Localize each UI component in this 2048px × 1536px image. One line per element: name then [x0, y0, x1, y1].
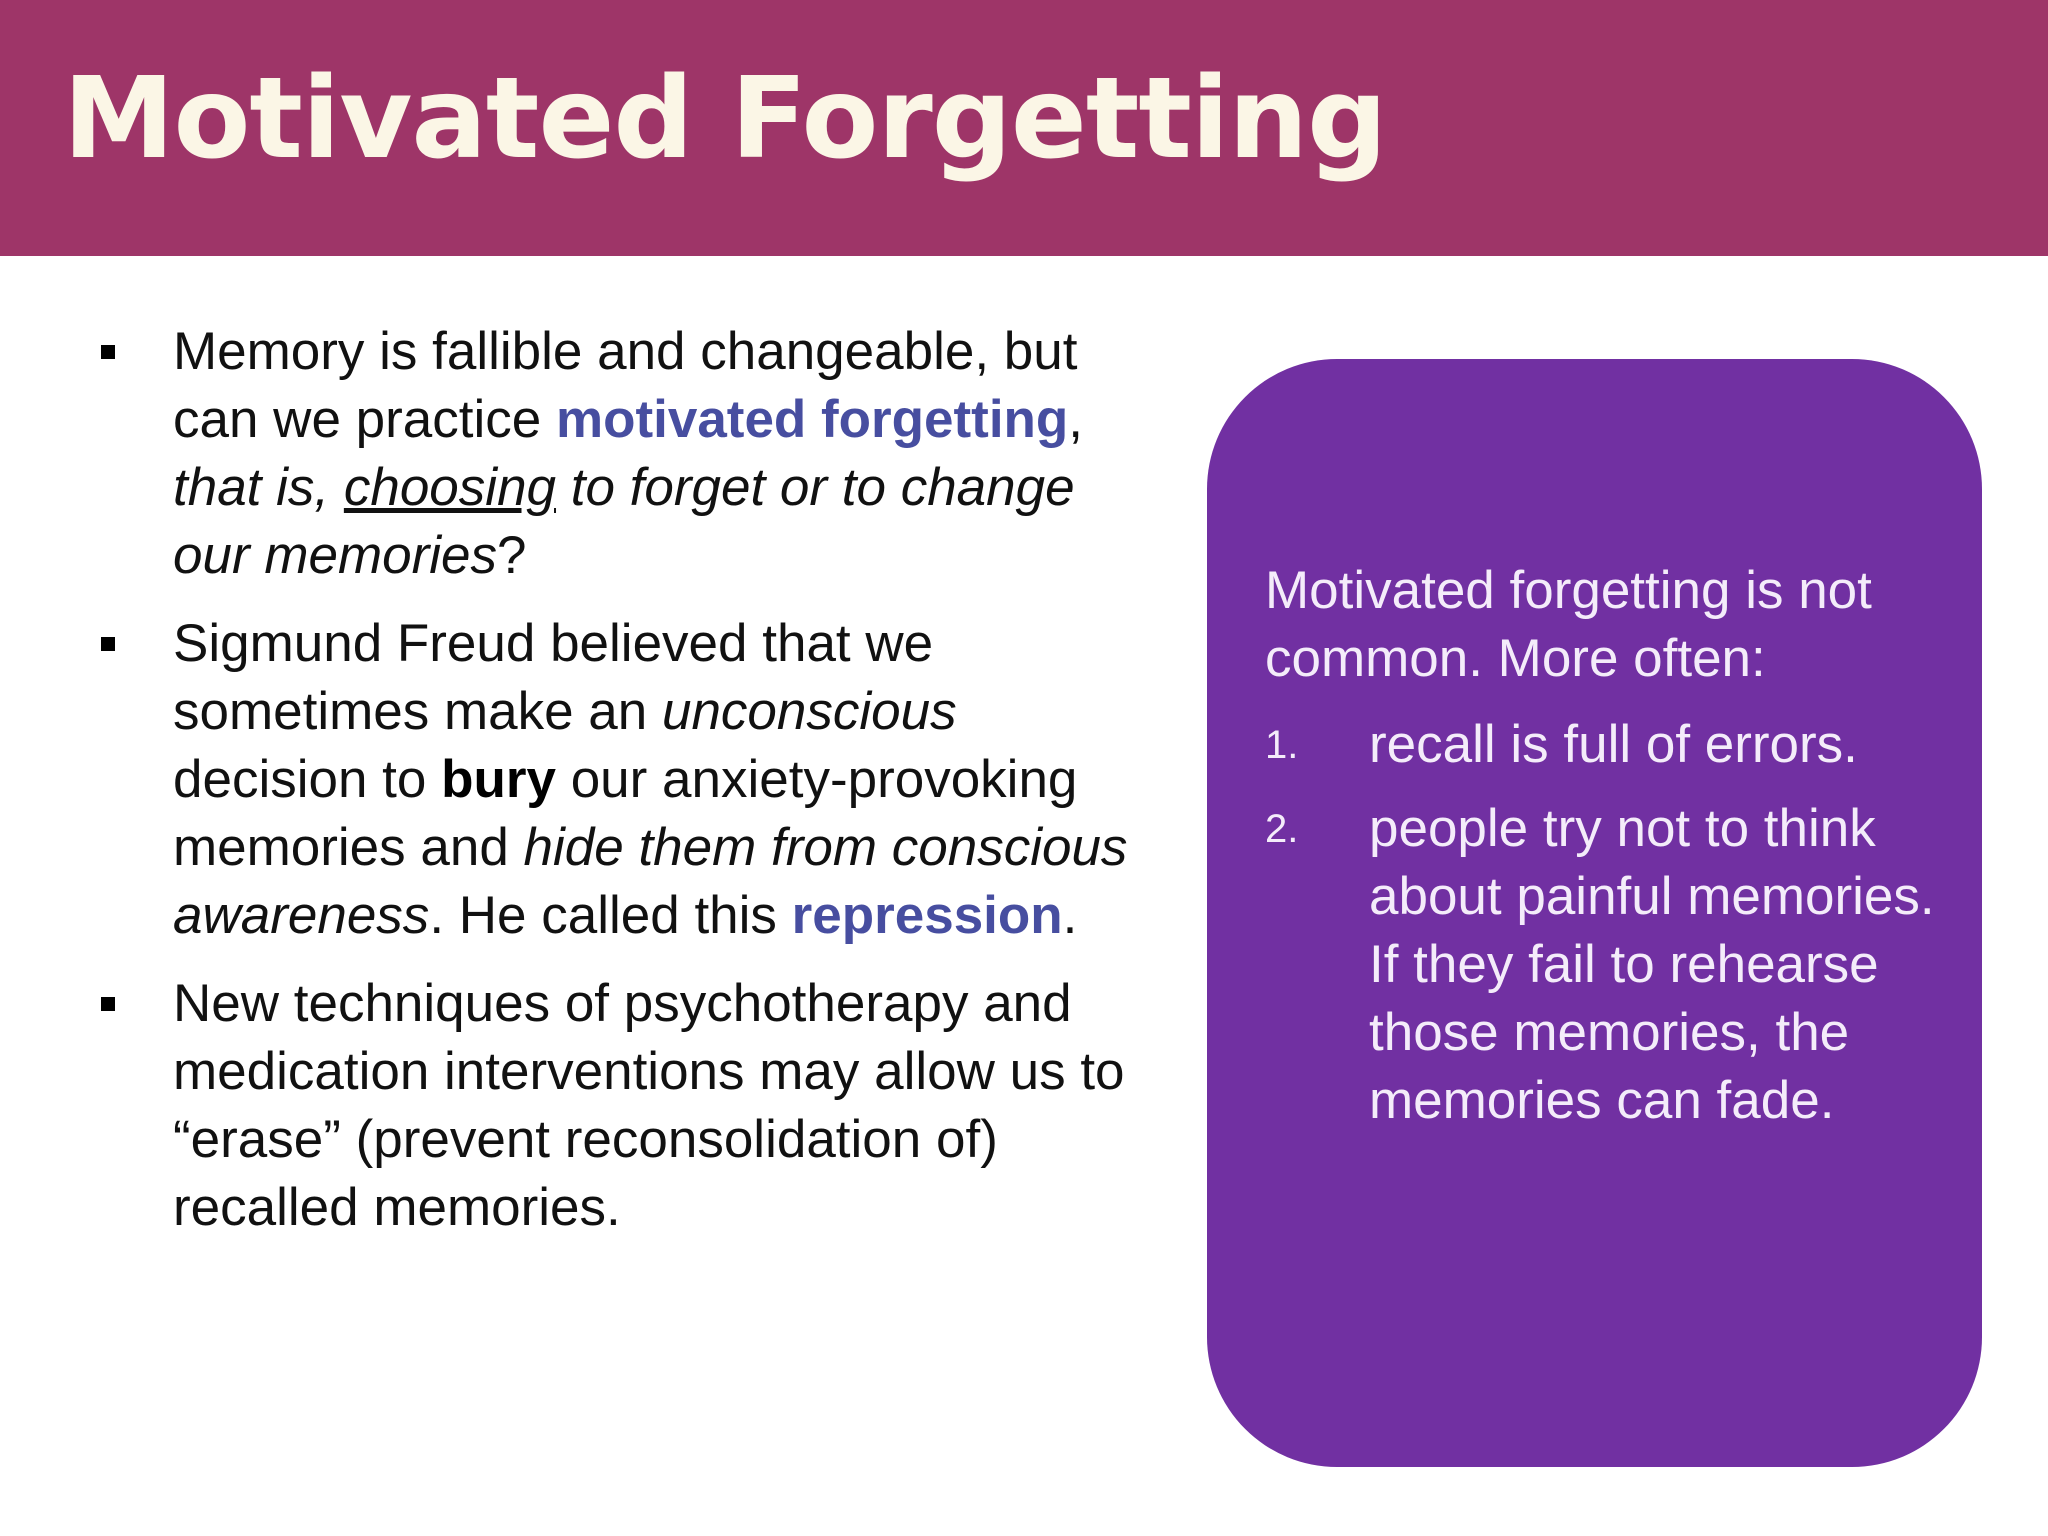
- term-repression: repression: [791, 886, 1063, 945]
- term-motivated-forgetting: motivated forgetting: [555, 390, 1069, 449]
- bullet-text: Memory is fallible and changeable, but can we practice: [173, 322, 1078, 449]
- bullet-text: New techniques of psychotherapy and medication interventions may allow us to “erase” (prevent reconsolidation of) recalled memories.: [173, 974, 1125, 1237]
- title-bar: [0, 0, 2048, 256]
- bullet-italic-text: to forget or to change our memories: [173, 458, 1075, 585]
- bullet-bold-text: bury: [441, 750, 556, 809]
- bullet-text: Sigmund Freud believed that we sometimes make an: [173, 614, 934, 741]
- list-item-text: people try not to think about painful memories. If they fail to rehearse those memories, the memories can fade.: [1369, 799, 1935, 1130]
- callout-list-item: [1265, 795, 1955, 1135]
- bullet-italic-text: that is,: [173, 458, 344, 517]
- bullet-item-freud: [95, 610, 1145, 950]
- bullet-italic-text: hide them from conscious awareness: [173, 818, 1128, 945]
- bullet-text: ?: [496, 526, 527, 585]
- callout-list-item: [1265, 711, 1955, 779]
- slide-title: Motivated Forgetting: [63, 54, 1387, 184]
- square-bullet-icon: [101, 637, 115, 651]
- bullet-text: . He called this: [429, 886, 792, 945]
- callout-list: [1265, 711, 1955, 1135]
- bullet-item-new-techniques: [95, 970, 1145, 1242]
- bullet-column: [95, 318, 1145, 1262]
- bullet-text: .: [1062, 886, 1078, 945]
- list-number: 1.: [1265, 723, 1299, 767]
- bullet-item-motivated-forgetting: [95, 318, 1145, 590]
- square-bullet-icon: [101, 997, 115, 1011]
- callout-card: [1207, 359, 1982, 1467]
- bullet-text: ,: [1068, 390, 1084, 449]
- callout-intro: Motivated forgetting is not common. More often:: [1265, 561, 1872, 688]
- list-item-text: recall is full of errors.: [1369, 715, 1858, 774]
- bullet-underlined-text: choosing: [343, 458, 557, 517]
- list-number: 2.: [1265, 807, 1299, 851]
- bullet-italic-text: unconscious: [661, 682, 957, 741]
- square-bullet-icon: [101, 345, 115, 359]
- bullet-text: our anxiety-provoking memories and: [173, 750, 1078, 877]
- callout-content: [1265, 557, 1955, 1151]
- bullet-list: [95, 318, 1145, 1242]
- bullet-text: decision to: [173, 750, 442, 809]
